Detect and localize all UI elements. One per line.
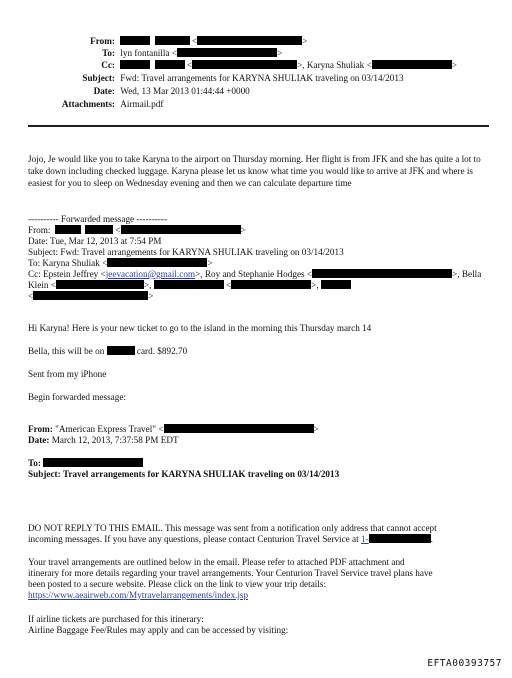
subject-label: Subject: — [82, 73, 115, 83]
lt-sign: < — [171, 48, 178, 58]
redaction — [177, 48, 277, 57]
redaction — [372, 60, 452, 69]
fwd-cc-prefix: Cc: Epstein Jeffrey — [28, 269, 99, 279]
fwd-to-value: To: Karyna Shuliak — [28, 258, 100, 268]
travel-line-2: itinerary for more details regarding your travel arrangements. Your Centurion Travel Service travel plans have — [28, 568, 433, 578]
redaction — [164, 424, 314, 433]
header-cc-row: Cc: < >, Karyna Shuliak < > — [50, 60, 457, 72]
email-link[interactable]: jeevacation@gmail.com — [105, 269, 196, 279]
header-subject-row — [50, 73, 404, 85]
sent-line: Sent from my iPhone — [28, 369, 107, 379]
amex-subject-label: Subject: — [28, 469, 61, 479]
redaction — [107, 346, 135, 355]
gt-sign: > — [207, 258, 213, 268]
lt-sign: < — [186, 60, 193, 70]
fwd-cc-mid: Roy and Stephanie Hodges — [204, 269, 305, 279]
redaction — [43, 458, 143, 467]
amex-to-label: To: — [28, 458, 41, 468]
redaction — [312, 269, 452, 278]
hi-line: Hi Karyna! Here is your new ticket to go to the island in the morning this Thursday march 14 — [28, 323, 372, 333]
body-paragraph-1: Jojo, Je would like you to take Karyna to the airport on Thursday morning. Her flight is from JFK and she has quite a lot to take down including checked luggage. Karyna please let us know what time you would like to arrive at JFK and where is easiest for you to sleep on Wednesday evening and then we can calculate departure time — [28, 154, 481, 188]
redaction — [120, 60, 150, 69]
travel-line-3: been posted to a secure website. Please click on the link to view your trip details: — [28, 579, 327, 589]
from-label: From: — [90, 36, 115, 46]
redaction — [321, 280, 351, 289]
fwd-cc-row-3: < > — [28, 291, 154, 301]
amex-date-label: Date: — [28, 435, 50, 445]
document-id: EFTA00393757 — [427, 658, 502, 670]
airline-line-1: If airline tickets are purchased for this itinerary: — [28, 614, 204, 624]
fwd-subject: Subject: Fwd: Travel arrangements for KARYNA SHULIAK traveling on 03/14/2013 — [28, 247, 344, 257]
redaction — [197, 36, 302, 45]
gt-sign: > — [451, 60, 457, 70]
attachments-value[interactable]: Airmail.pdf — [120, 99, 164, 109]
amex-from-label: From: — [28, 424, 53, 434]
fwd-from-label: From: — [28, 225, 51, 235]
to-label: To: — [102, 48, 115, 58]
header-to-row — [50, 48, 282, 60]
header-divider — [28, 125, 489, 127]
fwd-cc-bella: Bella — [461, 269, 482, 279]
amex-subject-value: Travel arrangements for KARYNA SHULIAK traveling on 03/14/2013 — [62, 469, 340, 479]
donot-line-2: incoming messages. If you have any questions, please contact Centurion Travel Service at 1- . — [28, 534, 433, 544]
redaction — [192, 60, 297, 69]
fwd-cc-row-2: Klein < >, < >, — [28, 280, 351, 292]
date-value: Wed, 13 Mar 2013 01:44:44 +0000 — [120, 86, 250, 96]
redaction — [120, 36, 150, 45]
redaction — [107, 258, 207, 267]
fwd-cc-row: Cc: Epstein Jeffrey <jeevacation@gmail.com>, Roy and Stephanie Hodges < >, Bella — [28, 269, 482, 279]
subject-value: Fwd: Travel arrangements for KARYNA SHULIAK traveling on 03/14/2013 — [120, 73, 404, 83]
attachments-label: Attachments: — [61, 99, 115, 109]
redaction — [155, 36, 190, 45]
forwarded-marker: ---------- Forwarded message ---------- — [28, 214, 168, 224]
fwd-from-row — [28, 225, 246, 237]
donot-text: incoming messages. If you have any questions, please contact Centurion Travel Service at — [28, 534, 359, 544]
amex-to-row — [28, 458, 143, 470]
fwd-to-row — [28, 258, 213, 270]
donot-line-1: DO NOT REPLY TO THIS EMAIL. This message was sent from a notification only address that cannot accept — [28, 523, 437, 533]
bella-line — [28, 346, 187, 358]
travel-line-1: Your travel arrangements are outlined below in the email. Please refer to attached PDF attachment and — [28, 557, 405, 567]
redaction — [121, 225, 241, 234]
phone-link[interactable]: 1- — [360, 534, 369, 544]
redaction — [55, 225, 81, 234]
fwd-cc-klein: Klein — [28, 280, 49, 290]
bella-post: card. $892.70 — [136, 346, 188, 356]
lt-sign: < — [115, 225, 121, 235]
lt-sign: < — [191, 36, 198, 46]
amex-from-value: "American Express Travel" — [55, 424, 157, 434]
trip-details-link[interactable]: https://www.aeairweb.com/Mytravelarrangements/index.jsp — [28, 590, 249, 600]
amex-subject-row — [28, 469, 339, 481]
date-label: Date: — [93, 86, 115, 96]
redaction — [154, 280, 224, 289]
redaction — [85, 225, 113, 234]
gt-sign: > — [240, 225, 246, 235]
bella-pre: Bella, this will be on — [28, 346, 105, 356]
gt-sign: > — [302, 36, 308, 46]
amex-date-value: March 12, 2013, 7:37:58 PM EDT — [51, 435, 179, 445]
lt-sign: < — [102, 258, 108, 268]
amex-from-row: From: "American Express Travel" < > — [28, 424, 319, 434]
cc-label: Cc: — [101, 60, 115, 70]
cc-value: Karyna Shuliak — [306, 60, 365, 70]
redaction — [231, 280, 311, 289]
redaction — [369, 534, 431, 543]
redaction — [33, 291, 148, 300]
gt-sign: > — [277, 48, 283, 58]
redaction — [56, 280, 144, 289]
header-attachments-row — [50, 99, 163, 111]
lt-sign: < — [366, 60, 372, 70]
header-from-row — [50, 36, 307, 48]
begin-line: Begin forwarded message: — [28, 392, 126, 402]
airline-line-2: Airline Baggage Fee/Rules may apply and can be accessed by visiting: — [28, 625, 289, 635]
redaction — [155, 60, 185, 69]
to-value: lyn fontanilla — [120, 48, 170, 58]
amex-date-row — [28, 435, 179, 447]
header-date-row — [50, 86, 250, 98]
gt-sign: > — [297, 60, 303, 70]
fwd-date: Date: Tue, Mar 12, 2013 at 7:54 PM — [28, 236, 162, 246]
